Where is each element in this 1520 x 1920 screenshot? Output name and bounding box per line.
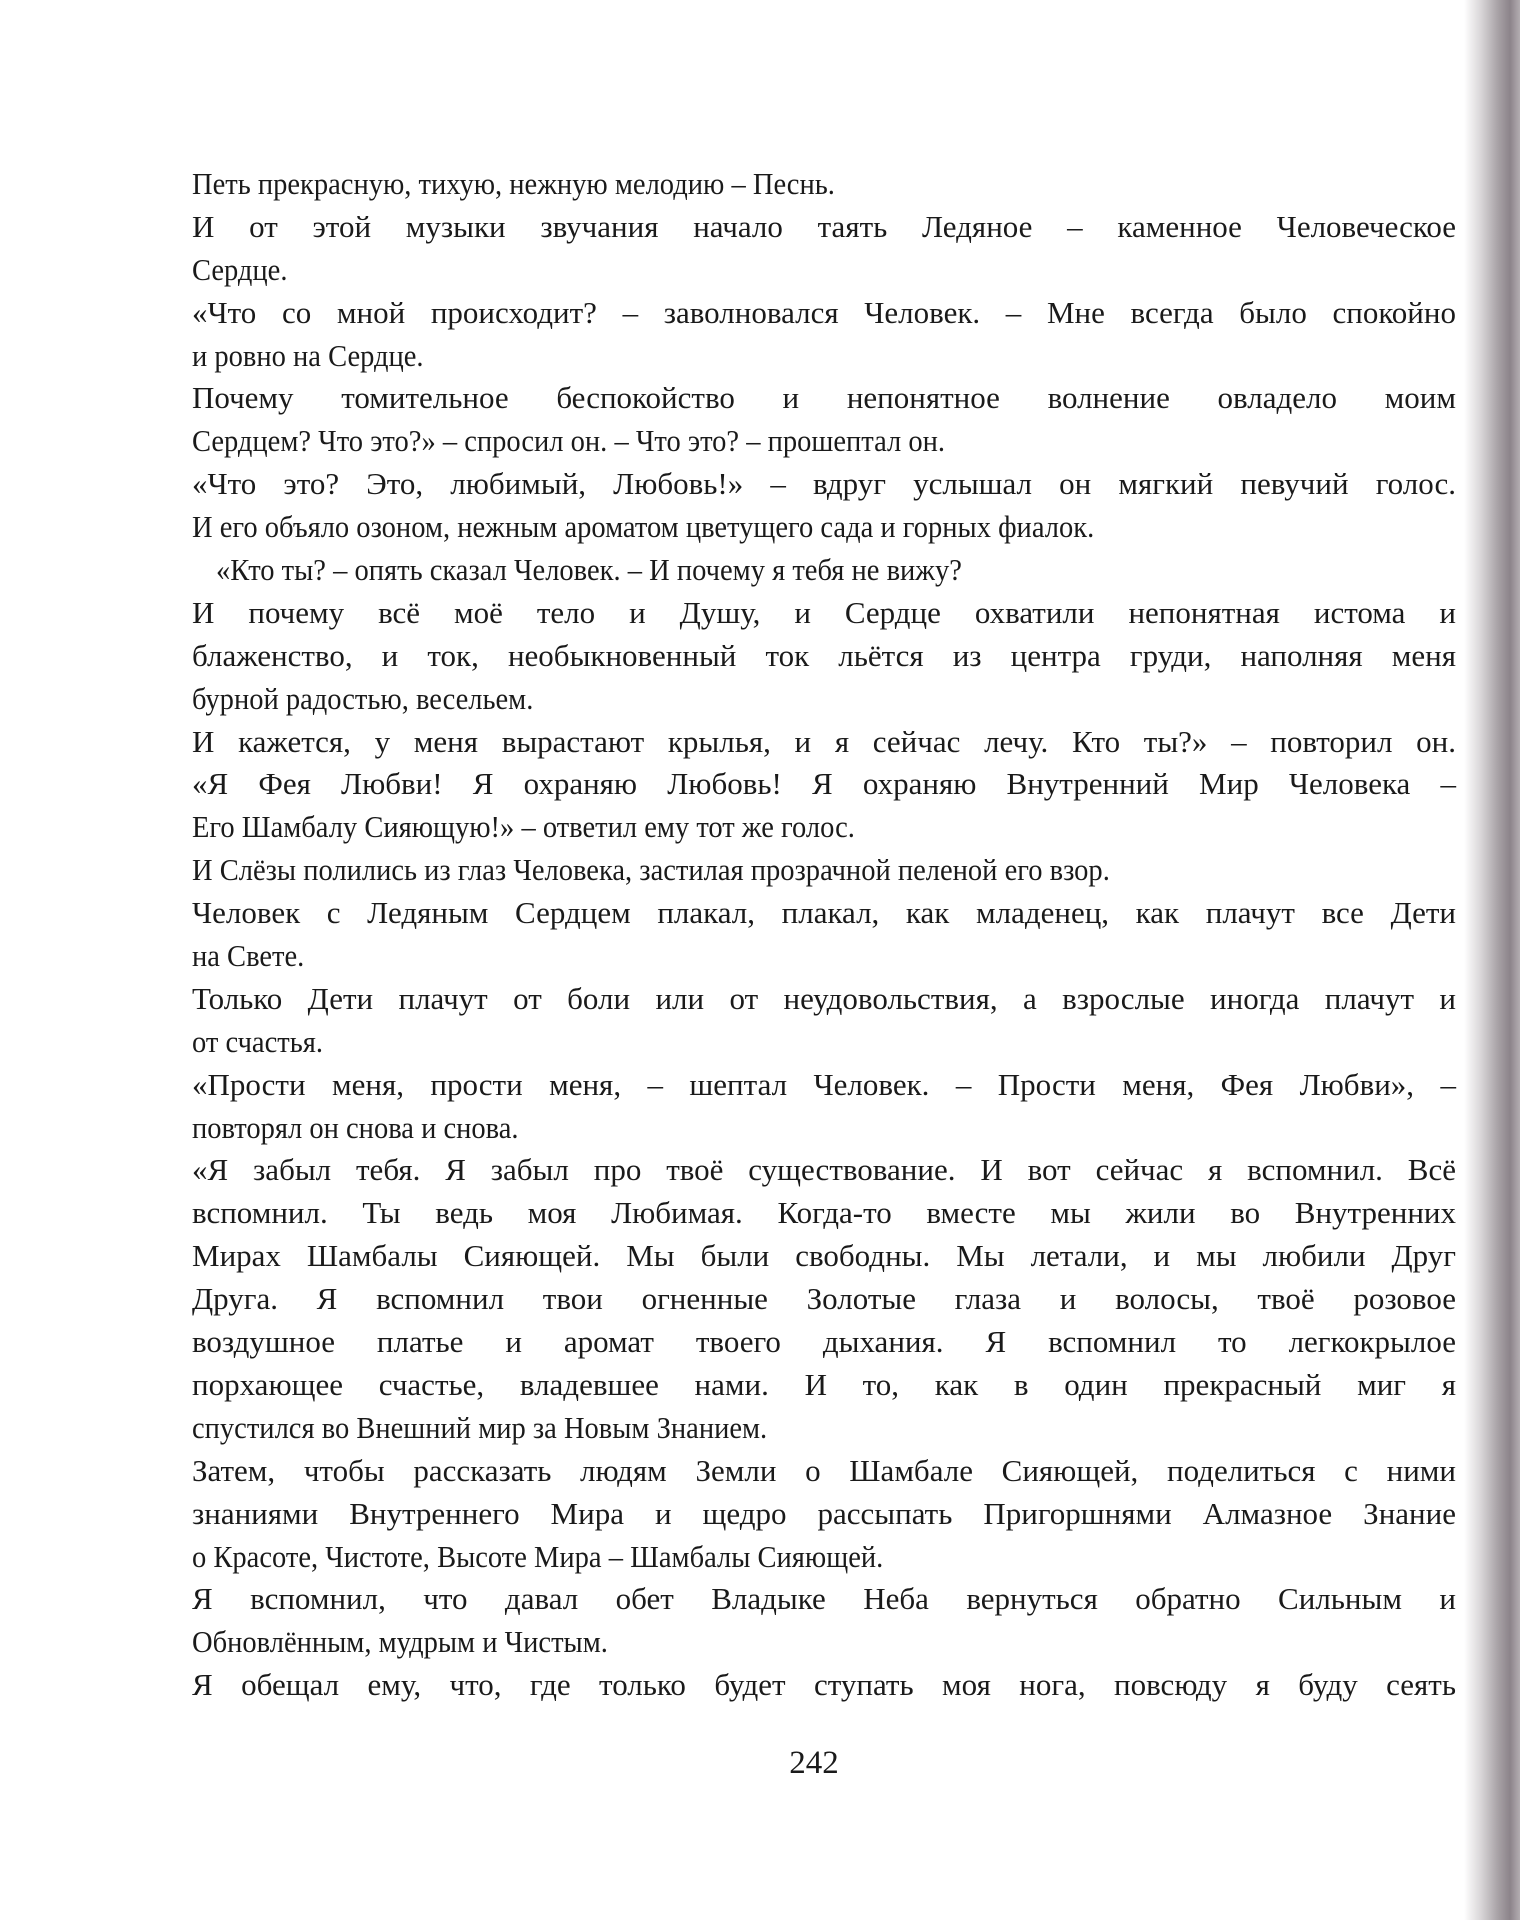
text-line [192, 1235, 1456, 1278]
text-line-content: И почему всё моё тело и Душу, и Сердце охватили непонятная истома и [192, 594, 1456, 630]
text-line-content: о Красоте, Чистоте, Высоте Мира – Шамбалы Сияющей. [192, 1538, 884, 1574]
text-line-content: Я вспомнил, что давал обет Владыке Неба вернуться обратно Сильным и [192, 1581, 1456, 1617]
page-edge-shadow [1464, 0, 1520, 1920]
text-line-content: Сердцем? Что это?» – спросил он. – Что это? – прошептал он. [192, 423, 946, 459]
text-line-content: Друга. Я вспомнил твои огненные Золотые глаза и волосы, твоё розовое [192, 1281, 1456, 1317]
text-line-content: «Что это? Это, любимый, Любовь!» – вдруг услышал он мягкий певучий голос. [192, 466, 1456, 502]
text-line-content: вспомнил. Ты ведь моя Любимая. Когда-то вместе мы жили во Внутренних [192, 1195, 1456, 1231]
text-line-content: и ровно на Сердце. [192, 337, 424, 373]
text-line-content: Затем, чтобы рассказать людям Земли о Шамбале Сияющей, поделиться с ними [192, 1452, 1456, 1488]
text-line-content: спустился во Внешний мир за Новым Знанием. [192, 1409, 768, 1445]
text-line [192, 806, 1456, 849]
text-line [192, 206, 1456, 249]
text-line-content: И кажется, у меня вырастают крылья, и я сейчас лечу. Кто ты?» – повторил он. [192, 723, 1456, 759]
text-line-content: Я обещал ему, что, где только будет ступать моя нога, повсюду я буду сеять [192, 1667, 1456, 1703]
text-line [192, 420, 1456, 463]
text-line [192, 463, 1456, 506]
text-line [192, 506, 1456, 549]
text-line [192, 1364, 1456, 1407]
text-line-content: знаниями Внутреннего Мира и щедро рассыпать Пригоршнями Алмазное Знание [192, 1495, 1456, 1531]
text-line [192, 1321, 1456, 1364]
text-line-content: И его объяло озоном, нежным ароматом цветущего сада и горных фиалок. [192, 509, 1095, 545]
text-line [192, 592, 1456, 635]
text-line [192, 1021, 1456, 1064]
text-line-content: Петь прекрасную, тихую, нежную мелодию – Песнь. [192, 166, 835, 201]
text-line [192, 292, 1456, 335]
text-line [192, 935, 1456, 978]
text-line [192, 1149, 1456, 1192]
text-line [192, 1278, 1456, 1321]
text-line-content: «Что со мной происходит? – заволновался Человек. – Мне всегда было спокойно [192, 294, 1456, 330]
text-line-content: «Я Фея Любви! Я охраняю Любовь! Я охраняю Внутренний Мир Человека – [192, 766, 1456, 802]
text-line-content: воздушное платье и аромат твоего дыхания. Я вспомнил то легкокрылое [192, 1324, 1456, 1360]
text-line-content: И от этой музыки звучания начало таять Ледяное – каменное Человеческое [192, 208, 1456, 244]
text-line-content: «Прости меня, прости меня, – шептал Человек. – Прости меня, Фея Любви», – [192, 1066, 1456, 1102]
text-line [192, 763, 1456, 806]
text-line [192, 549, 1456, 592]
text-line [192, 1407, 1456, 1450]
text-line-content: И Слёзы полились из глаз Человека, застилая прозрачной пеленой его взор. [192, 852, 1110, 888]
text-line [192, 377, 1456, 420]
text-line-content: блаженство, и ток, необыкновенный ток льётся из центра груди, наполняя меня [192, 637, 1456, 673]
text-line [192, 1621, 1456, 1664]
text-line-content: от счастья. [192, 1023, 323, 1059]
text-line [192, 1064, 1456, 1107]
text-line-content: Человек с Ледяным Сердцем плакал, плакал, как младенец, как плачут все Дети [192, 895, 1456, 931]
text-line [192, 1664, 1456, 1707]
text-line-content: на Свете. [192, 938, 305, 974]
text-line [192, 1493, 1456, 1536]
text-line [192, 249, 1456, 292]
text-line [192, 163, 1456, 206]
text-line-content: порхающее счастье, владевшее нами. И то, как в один прекрасный миг я [192, 1366, 1456, 1402]
text-line-content: Мирах Шамбалы Сияющей. Мы были свободны. Мы летали, и мы любили Друг [192, 1238, 1456, 1274]
page-number: 242 [789, 1745, 839, 1781]
text-line-content: Сердце. [192, 251, 288, 287]
text-line [192, 1450, 1456, 1493]
text-line-content: Его Шамбалу Сияющую!» – ответил ему тот же голос. [192, 809, 855, 845]
text-line-content: повторял он снова и снова. [192, 1109, 519, 1145]
text-line [192, 635, 1456, 678]
text-line [192, 1107, 1456, 1150]
text-line [192, 1192, 1456, 1235]
text-line [192, 978, 1456, 1021]
text-line [192, 1536, 1456, 1579]
text-line-content: «Я забыл тебя. Я забыл про твоё существование. И вот сейчас я вспомнил. Всё [192, 1152, 1456, 1188]
text-line [192, 721, 1456, 764]
text-line [192, 849, 1456, 892]
text-line-content: Почему томительное беспокойство и непонятное волнение овладело моим [192, 380, 1456, 416]
text-line-content: Обновлённым, мудрым и Чистым. [192, 1624, 608, 1660]
text-line-content: «Кто ты? – опять сказал Человек. – И почему я тебя не вижу? [216, 552, 962, 588]
text-line-content: Только Дети плачут от боли или от неудовольствия, а взрослые иногда плачут и [192, 980, 1456, 1016]
text-line-content: бурной радостью, весельем. [192, 680, 534, 716]
body-text [192, 163, 1456, 1707]
text-line [192, 892, 1456, 935]
text-line [192, 1578, 1456, 1621]
text-line [192, 678, 1456, 721]
text-line [192, 335, 1456, 378]
